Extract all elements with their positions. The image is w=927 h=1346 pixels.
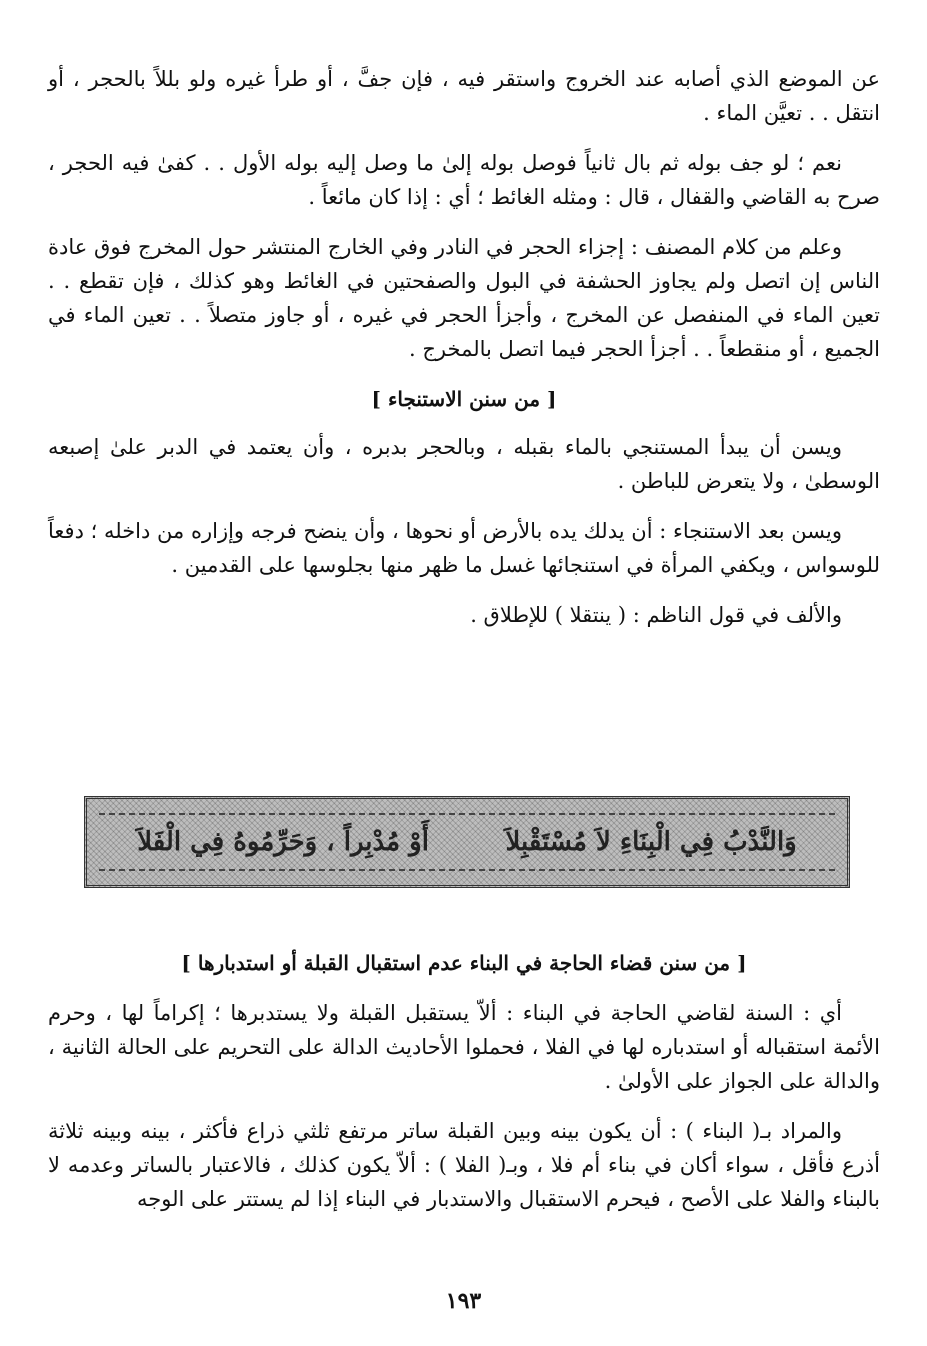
- paragraph-3: وعلم من كلام المصنف : إجزاء الحجر في النادر وفي الخارج المنتشر حول المخرج فوق عادة الناس إن اتصل ولم يجاوز الحشفة في البول والصفحتين في الغائط وهو كذلك ، فإن تقطع . . تعين الماء في المنفصل عن المخرج ، وأجزأ الحجر في غيره ، أو جاوز متصلاً . . تعين الماء في الجميع ، أو منقطعاً . . أجزأ الحجر فيما اتصل بالمخرج .: [48, 235, 880, 361]
- paragraph-8: والمراد بـ( البناء ) : أن يكون بينه وبين القبلة ساتر مرتفع ثلثي ذراع فأكثر ، بينه وبينه ثلاثة أذرع فأقل ، سواء أكان في بناء أم فلا ، وبـ( الفلا ) : ألاّ يكون كذلك ، فالاعتبار بالساتر وعدمه لا بالبناء والفلا على الأصح ، فيحرم الاستقبال والاستدبار في البناء إذا لم يستتر على الوجه: [48, 1119, 880, 1211]
- paragraph-5: ويسن بعد الاستنجاء : أن يدلك يده بالأرض أو نحوها ، وأن ينضح فرجه وإزاره من داخله ؛ دفعاً للوسواس ، ويكفي المرأة في استنجائها غسل ما ظهر منها بجلوسها على القدمين .: [48, 519, 880, 577]
- upper-text-section: [48, 62, 880, 648]
- paragraph-4: ويسن أن يبدأ المستنجي بالماء بقبله ، وبالحجر بدبره ، وأن يعتمد في الدبر علىٰ إصبعه الوسطىٰ ، ولا يتعرض للباطن .: [48, 435, 880, 493]
- verse-line: [99, 813, 835, 871]
- paragraph-2: نعم ؛ لو جف بوله ثم بال ثانياً فوصل بوله إلىٰ ما وصل إليه بوله الأول . . كفىٰ فيه الحجر ، صرح به القاضي والقفال ، قال : ومثله الغائط ؛ أي : إذا كان مائعاً .: [48, 151, 880, 209]
- verse-frame: [84, 796, 850, 888]
- lower-text-section: [48, 996, 880, 1232]
- paragraph-1: عن الموضع الذي أصابه عند الخروج واستقر فيه ، فإن جفَّ ، أو طرأ غيره ولو بللاً بالحجر ، أو انتقل . . تعيَّن الماء .: [48, 67, 880, 125]
- page-number: ١٩٣: [445, 1288, 482, 1314]
- section-heading-qibla: [ من سنن قضاء الحاجة في البناء عدم استقبال القبلة أو استدبارها ]: [181, 951, 747, 975]
- section-heading-qibla-wrap: [48, 938, 880, 994]
- paragraph-7: أي : السنة لقاضي الحاجة في البناء : ألاّ يستقبل القبلة ولا يستدبرها ؛ إكراماً لها ، وحرم الأئمة استقباله أو استدباره لها في الفلا ، فحملوا الأحاديث الدالة على التحريم على الحالة الثانية ، والدالة على الجواز على الأولىٰ .: [48, 1001, 880, 1093]
- section-heading-istinja: [ من سنن الاستنجاء ]: [371, 387, 557, 411]
- paragraph-6: والألف في قول الناظم : ( ينتقلا ) للإطلاق .: [470, 603, 842, 627]
- verse-hemistich-left: أَوْ مُدْبِراً ، وَحَرِّمُوهُ فِي الْفَلاَ: [137, 827, 429, 857]
- verse-hemistich-right: وَالنَّدْبُ فِي الْبِنَاءِ لاَ مُسْتَقْبِلاَ: [505, 827, 797, 857]
